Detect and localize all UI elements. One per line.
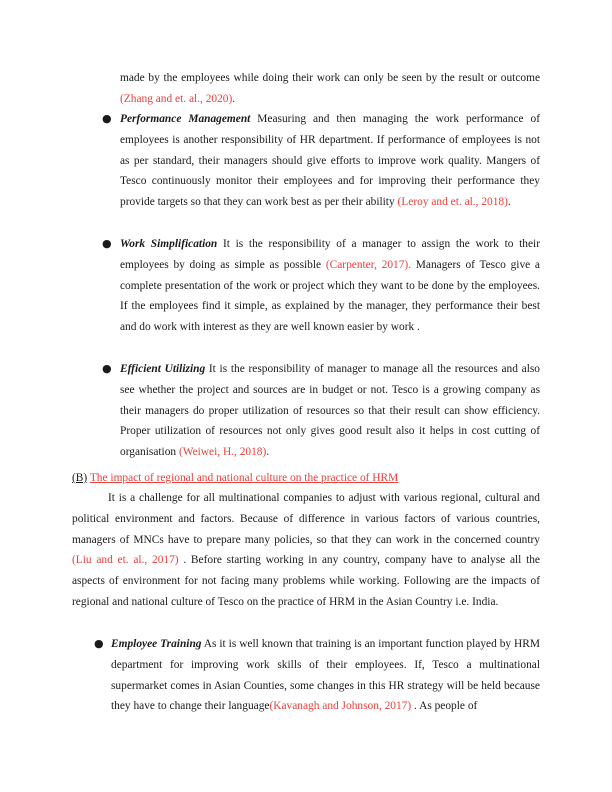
citation: (Kavanagh and Johnson, 2017) — [269, 700, 412, 713]
bullet-item-efficient-utilizing — [120, 359, 540, 463]
body-end: . Before starting working in any country, company have to analyse all the aspects of environment for not facing many problems while working. Following are the impacts of regional and national culture of Tesco on the practice of HRM in the Asian Country i.e. India. — [72, 554, 540, 608]
bullet-lead: Performance Management — [120, 113, 251, 125]
citation: (Leroy and et. al., 2018) — [397, 196, 508, 209]
bullet-end: Managers of Tesco give a complete presentation of the work or project which they want to be done by the employees. If the employees find it simple, as explained by the manager, they performance their best and do work with interest as they are well known easier by work . — [120, 258, 540, 334]
bullet-text: Measuring and then managing the work performance of employees is another responsibility of HR department. If performance of employees is not as per standard, their managers should give efforts to improve work quality. Mangers of Tesco continuously monitor their employees and for improving their performance they provide targets so that they can work best as per their ability — [120, 113, 540, 209]
bullet-end: . — [266, 446, 270, 459]
section-title: The impact of regional and national culture on the practice of HRM — [89, 472, 399, 484]
section-heading — [72, 468, 398, 489]
citation: (Weiwei, H., 2018) — [178, 446, 267, 459]
citation: (Zhang and et. al., 2020) — [120, 92, 233, 105]
section-label: (B) — [72, 472, 88, 484]
bullet-icon: ● — [102, 237, 112, 250]
continuation-text: made by the employees while doing their work can only be seen by the result or outcome — [120, 72, 540, 84]
body-paragraph — [72, 488, 540, 613]
bullet-end: . — [507, 196, 511, 209]
bullet-item-work-simplification — [120, 234, 540, 338]
bullet-text: As it is well known that training is an important function played by HRM department for improving work skills of their employees. If, Tesco a multinational supermarket comes in Asian Counties, some changes in this HR strategy will be held because they have to change their language — [111, 638, 540, 713]
bullet-lead: Work Simplification — [120, 238, 218, 250]
bullet-icon: ● — [102, 112, 112, 125]
bullet-end: . As people of — [411, 700, 478, 713]
bullet-item-employee-training — [111, 634, 540, 717]
citation: (Carpenter, 2017). — [325, 258, 412, 271]
body-text: It is a challenge for all multinational companies to adjust with various regional, cultural and political environment and factors. Because of difference in various factors of various countries, managers of MNCs have to prepare many policies, so that they can work in the concerned country — [72, 492, 540, 546]
bullet-lead: Efficient Utilizing — [120, 363, 206, 375]
bullet-text: It is the responsibility of manager to manage all the resources and also see whether the project and sources are in budget or not. Tesco is a growing company as their managers do proper utilization of resources so that their result can show efficiency. Proper utilization of resources not only gives good result also it helps in cost cutting of organisation — [120, 363, 541, 459]
bullet-icon: ● — [94, 637, 104, 650]
continuation-end: . — [232, 92, 236, 105]
bullet-text: It is the responsibility of a manager to assign the work to their employees by doing as simple as possible — [120, 238, 541, 271]
continuation-paragraph — [120, 68, 540, 110]
citation: (Liu and et. al., 2017) — [72, 554, 179, 567]
bullet-item-performance-management — [120, 109, 540, 213]
bullet-icon: ● — [102, 362, 112, 375]
bullet-lead: Employee Training — [111, 638, 202, 650]
